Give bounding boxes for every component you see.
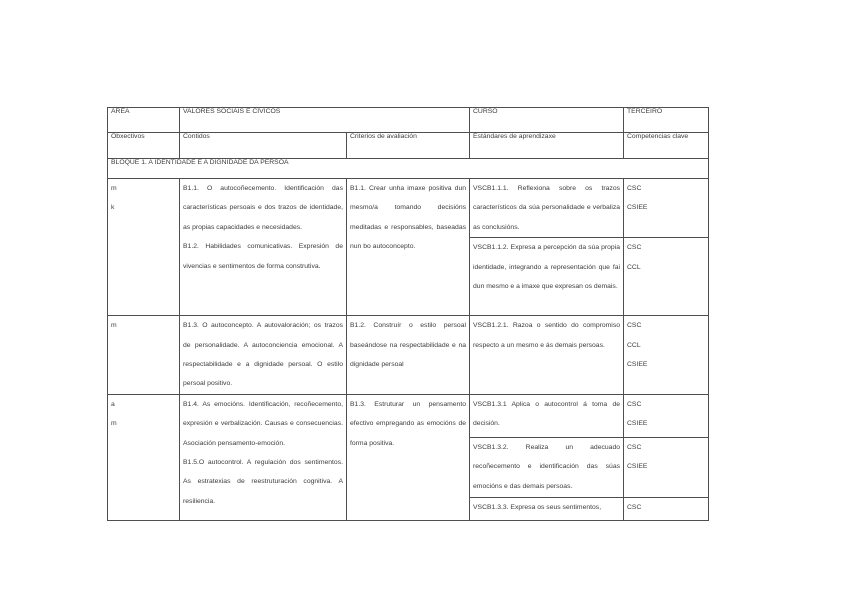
cell-estandar bbox=[470, 316, 624, 395]
table-row bbox=[108, 179, 709, 238]
cell-contidos bbox=[180, 316, 347, 395]
obxectivo-item: k bbox=[111, 204, 115, 212]
obxectivo-item: m bbox=[111, 420, 117, 428]
criterio-item: B1.2. Construír o estilo persoal baseándose na respectabilidade e na dignidade persoal bbox=[350, 322, 467, 369]
contido-item: B1.1. O autocoñecemento. Identificación das características persoais e dos trazos de identidade, as propias capacidades e necesidades. bbox=[183, 185, 343, 231]
competencia-item: CSC bbox=[627, 322, 642, 330]
column-header-contidos: Contidos bbox=[180, 133, 347, 159]
cell-estandar bbox=[470, 238, 624, 316]
competencia-item: CSC bbox=[627, 244, 642, 252]
cell-competencias bbox=[624, 497, 709, 520]
cell-estandar bbox=[470, 497, 624, 520]
header-curso-label: CURSO bbox=[470, 108, 624, 133]
estandar-text: VSCB1.3.3. Expresa os seus sentimentos, bbox=[473, 503, 602, 511]
estandar-text: VSCB1.1.1. Reflexiona sobre os trazos característicos da súa personalidade e verbaliza as conclusións. bbox=[473, 185, 621, 231]
table-row bbox=[108, 394, 709, 437]
cell-estandar bbox=[470, 179, 624, 238]
obxectivo-item: a bbox=[111, 400, 115, 408]
obxectivo-item: m bbox=[111, 322, 117, 330]
block-title: BLOQUE 1. A IDENTIDADE E A DIGNIDADE DA PERSOA bbox=[108, 159, 709, 179]
estandar-text: VSCB1.3.1 Aplica o autocontrol á toma de decisión. bbox=[473, 400, 621, 428]
competencia-item: CSIEE bbox=[627, 463, 648, 471]
column-header-estandares: Estándares de aprendizaxe bbox=[470, 133, 624, 159]
cell-competencias bbox=[624, 238, 709, 316]
competencia-item: CCL bbox=[627, 341, 641, 349]
estandar-text: VSCB1.3.2. Realiza un adecuado recoñecemento e identificación das súas emocións e das demais persoas. bbox=[473, 443, 621, 490]
criterio-item: B1.3. Estruturar un pensamento efectivo empregando as emocións de forma positiva. bbox=[350, 400, 467, 447]
cell-estandar bbox=[470, 394, 624, 437]
competencia-item: CSC bbox=[627, 185, 642, 192]
cell-estandar bbox=[470, 437, 624, 497]
header-area-label: ÁREA bbox=[108, 108, 180, 133]
cell-obxectivos bbox=[108, 179, 180, 316]
cell-criterios bbox=[347, 394, 470, 520]
competencia-item: CSC bbox=[627, 443, 642, 451]
cell-competencias bbox=[624, 316, 709, 395]
competencia-item: CSC bbox=[627, 503, 642, 511]
competencia-item: CSIEE bbox=[627, 420, 648, 428]
curriculum-table bbox=[107, 107, 709, 521]
cell-competencias bbox=[624, 437, 709, 497]
cell-contidos bbox=[180, 179, 347, 316]
contido-item: B1.3. O autoconcepto. A autovaloración; os trazos de personalidade. A autoconciencia emocional. A respectabilidade e a dignidade persoal. O estilo persoal positivo. bbox=[183, 322, 343, 388]
cell-contidos bbox=[180, 394, 347, 520]
cell-obxectivos bbox=[108, 394, 180, 520]
contido-item: B1.2. Habilidades comunicativas. Expresión de vivencias e sentimentos de forma construtiva. bbox=[183, 243, 343, 270]
column-header-competencias: Competencias clave bbox=[624, 133, 709, 159]
cell-competencias bbox=[624, 179, 709, 238]
column-header-criterios: Criterios de avaliación bbox=[347, 133, 470, 159]
header-row-columns bbox=[108, 133, 709, 159]
contido-item: B1.4. As emocións. Identificación, recoñecemento, expresión e verbalización. Causas e consecuencias. Asociación pensamento-emoción. bbox=[183, 400, 343, 447]
estandar-text: VSCB1.2.1. Razoa o sentido do compromiso respecto a un mesmo e ás demais persoas. bbox=[473, 322, 621, 349]
column-header-obxectivos: Obxectivos bbox=[108, 133, 180, 159]
header-area-value: VALORES SOCIAIS E CÍVICOS bbox=[180, 108, 470, 133]
cell-criterios bbox=[347, 179, 470, 316]
table-row bbox=[108, 316, 709, 395]
block-title-row bbox=[108, 159, 709, 179]
cell-obxectivos bbox=[108, 316, 180, 395]
competencia-item: CSIEE bbox=[627, 361, 648, 369]
contido-item: B1.5.O autocontrol. A regulación dos sentimentos. As estratexias de reestruturación cognitiva. A resiliencia. bbox=[183, 459, 343, 505]
criterio-item: B1.1. Crear unha imaxe positiva dun mesmo/a tomando decisións meditadas e responsables, baseadas nun bo autoconcepto. bbox=[350, 185, 467, 251]
competencia-item: CCL bbox=[627, 263, 641, 271]
estandar-text: VSCB1.1.2. Expresa a percepción da súa propia identidade, integrando a representación que fai dun mesmo e a imaxe que expresan os demais. bbox=[473, 244, 621, 291]
cell-criterios bbox=[347, 316, 470, 395]
competencia-item: CSIEE bbox=[627, 204, 648, 212]
header-row-area bbox=[108, 108, 709, 133]
header-curso-value: TERCEIRO bbox=[624, 108, 709, 133]
obxectivo-item: m bbox=[111, 185, 117, 192]
cell-competencias bbox=[624, 394, 709, 437]
competencia-item: CSC bbox=[627, 400, 642, 408]
